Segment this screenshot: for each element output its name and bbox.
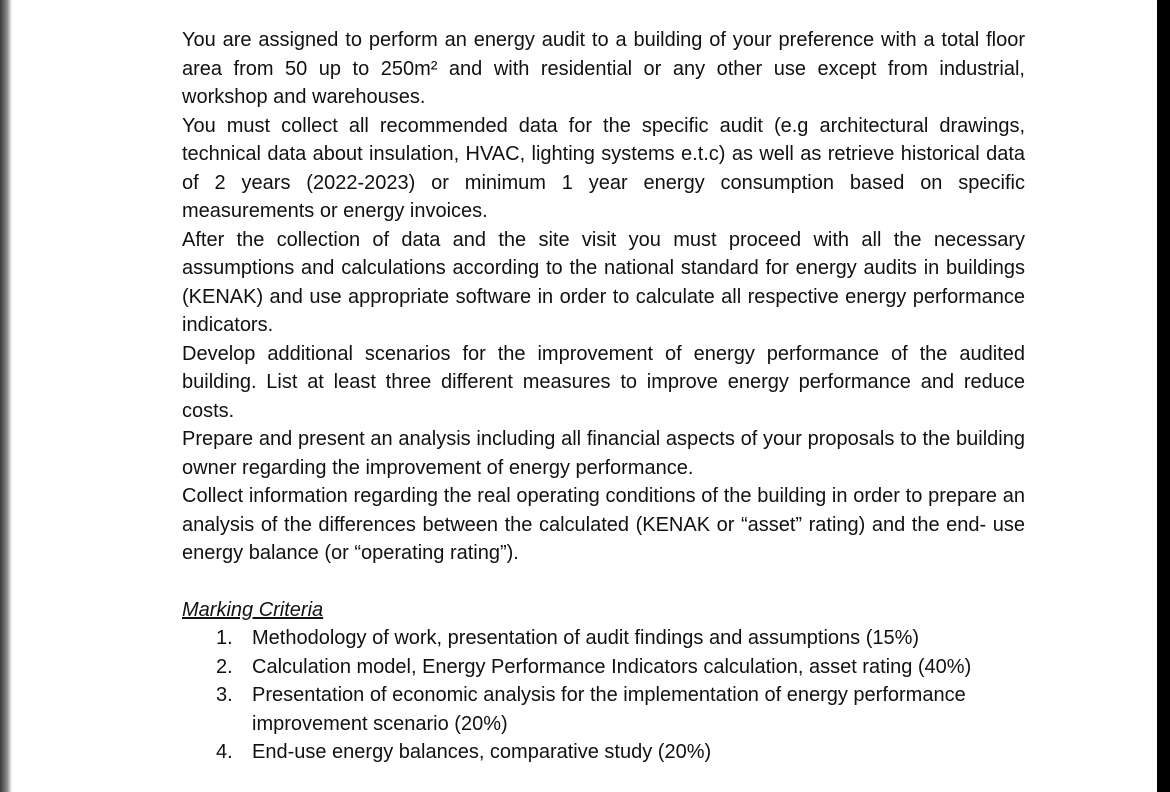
paragraph-assignment: You are assigned to perform an energy audit to a building of your preference with a total floor area from 50 up to 250m² and with residential or any other use except from industrial, workshop and warehouses. <box>182 29 1025 108</box>
marking-criteria-heading: Marking Criteria <box>182 598 324 621</box>
criteria-number: 2. <box>216 655 233 678</box>
criteria-number: 1. <box>216 627 233 649</box>
paragraph-operating-conditions: Collect information regarding the real operating conditions of the building in order to prepare an analysis of the differences between the calculated (KENAK or “asset” rating) and the end- use energy balance (or “operating rating”). <box>182 485 1025 564</box>
paragraph-calculations: After the collection of data and the site visit you must proceed with all the necessary assumptions and calculations according to the national standard for energy audits in buildings (KENAK) and use appropriate software in order to calculate all respective energy performance indicators. <box>182 228 1025 336</box>
criteria-item <box>216 653 1025 682</box>
criteria-item <box>216 738 1025 767</box>
criteria-item <box>216 681 1025 738</box>
criteria-item <box>216 624 1025 653</box>
criteria-number: 3. <box>216 684 233 706</box>
marking-criteria-list <box>182 624 1025 767</box>
criteria-text: Presentation of economic analysis for the implementation of energy performance improvement scenario (20%) <box>252 684 966 735</box>
section-spacer <box>182 568 1025 596</box>
paragraph-scenarios: Develop additional scenarios for the improvement of energy performance of the audited building. List at least three different measures to improve energy performance and reduce costs. <box>182 342 1025 422</box>
document-content <box>182 26 1025 767</box>
paragraph-data-collection: You must collect all recommended data for the specific audit (e.g architectural drawings, technical data about insulation, HVAC, lighting systems e.t.c) as well as retrieve historical data of 2 years (2022-2023) or minimum 1 year energy consumption based on specific measurements or energy invoices. <box>182 114 1025 222</box>
page-left-edge-shadow <box>0 0 12 792</box>
paragraph-financial-analysis: Prepare and present an analysis including all financial aspects of your proposals to the building owner regarding the improvement of energy performance. <box>182 428 1025 479</box>
criteria-text: Calculation model, Energy Performance Indicators calculation, asset rating (40%) <box>252 655 972 678</box>
criteria-text: End-use energy balances, comparative study (20%) <box>252 741 712 763</box>
criteria-number: 4. <box>216 741 233 763</box>
criteria-text: Methodology of work, presentation of audit findings and assumptions (15%) <box>252 627 920 649</box>
page-right-edge-border <box>1157 0 1170 792</box>
